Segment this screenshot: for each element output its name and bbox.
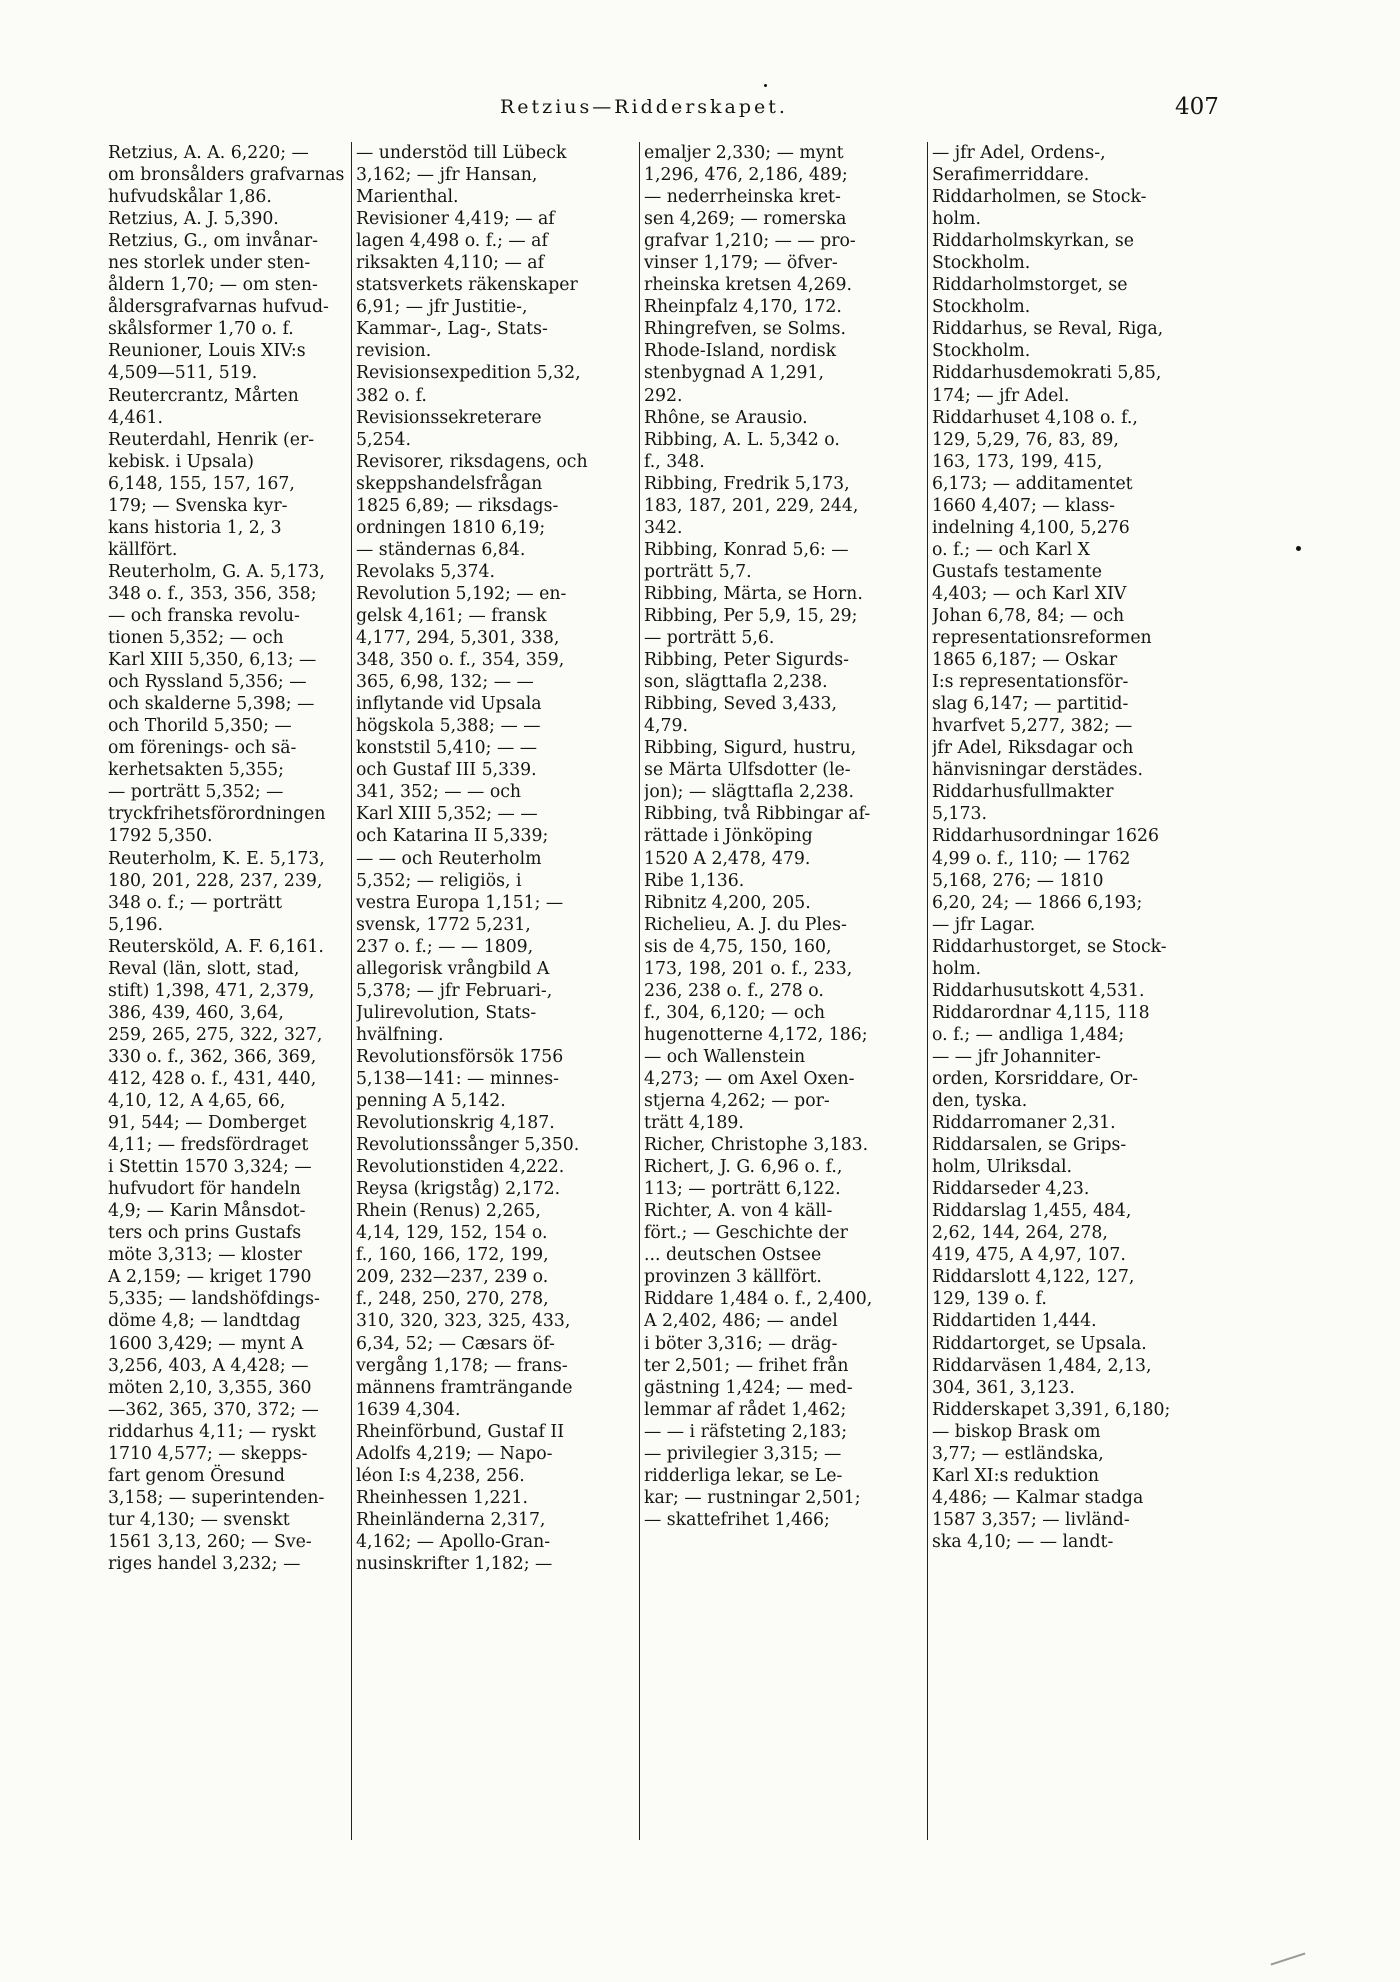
index-line: jfr Adel, Riksdagar och xyxy=(932,738,1134,759)
index-line: 237 o. f.; — — 1809, xyxy=(356,936,534,957)
index-line: Riddarholmstorget, se xyxy=(932,275,1128,296)
index-line: 1792 5,350. xyxy=(108,826,213,847)
index-line: I:s representationsför- xyxy=(932,672,1129,693)
index-line: Gustafs testamente xyxy=(932,561,1103,582)
index-line: hufvudort för handeln xyxy=(108,1179,301,1200)
index-line: — nederrheinska kret- xyxy=(644,187,841,208)
index-line: Revisorer, riksdagens, och xyxy=(356,451,588,472)
index-line: — understöd till Lübeck xyxy=(356,143,567,163)
index-line: Revisioner 4,419; — af xyxy=(356,209,555,230)
index-line: 348 o. f.; — porträtt xyxy=(108,892,283,913)
index-line: 1600 3,429; — mynt A xyxy=(108,1333,304,1354)
index-line: konststil 5,410; — — xyxy=(356,738,538,759)
index-line: grafvar 1,210; — — pro- xyxy=(644,231,856,252)
index-line: Rhode-Island, nordisk xyxy=(644,341,837,362)
index-line: Richelieu, A. J. du Ples- xyxy=(644,914,847,935)
index-line: Reunioner, Louis XIV:s xyxy=(108,341,306,362)
index-line: fört.; — Geschichte der xyxy=(644,1223,848,1244)
index-line: vinser 1,179; — öfver- xyxy=(644,253,838,274)
index-line: 4,11; — fredsfördraget xyxy=(108,1135,309,1156)
index-column-1 xyxy=(108,142,350,1575)
index-line: om förenings- och sä- xyxy=(108,738,297,759)
index-line: 4,99 o. f., 110; — 1762 xyxy=(932,848,1131,869)
index-line: 1561 3,13, 260; — Sve- xyxy=(108,1531,312,1552)
index-line: 4,461. xyxy=(108,407,163,428)
index-line: sis de 4,75, 150, 160, xyxy=(644,936,832,957)
index-line: Reysa (krigståg) 2,172. xyxy=(356,1179,561,1200)
index-line: 1660 4,407; — klass- xyxy=(932,495,1115,516)
index-line: Ribbing, Fredrik 5,173, xyxy=(644,473,850,494)
index-line: 173, 198, 201 o. f., 233, xyxy=(644,958,853,979)
index-line: Serafimerriddare. xyxy=(932,165,1090,186)
index-line: Revolutionstiden 4,222. xyxy=(356,1157,565,1178)
index-line: Ribbing, Märta, se Horn. xyxy=(644,583,863,604)
index-line: 113; — porträtt 6,122. xyxy=(644,1179,841,1200)
index-line: gästning 1,424; — med- xyxy=(644,1377,853,1398)
index-line: — och franska revolu- xyxy=(108,605,300,626)
index-line: holm. xyxy=(932,958,981,979)
corner-mark xyxy=(1271,1952,1306,1965)
index-line: 1710 4,577; — skepps- xyxy=(108,1443,308,1464)
index-line: Rheinländerna 2,317, xyxy=(356,1509,546,1530)
index-line: 5,254. xyxy=(356,429,411,450)
index-line: representationsreformen xyxy=(932,628,1152,649)
index-line: Riddartiden 1,444. xyxy=(932,1311,1097,1332)
index-line: och Katarina II 5,339; xyxy=(356,826,549,847)
index-line: möte 3,313; — kloster xyxy=(108,1245,302,1266)
index-line: — — jfr Johanniter- xyxy=(932,1046,1101,1067)
index-line: Rheinpfalz 4,170, 172. xyxy=(644,297,842,318)
index-line: Riddarslag 1,455, 484, xyxy=(932,1201,1132,1222)
index-line: Johan 6,78, 84; — och xyxy=(932,605,1125,626)
index-line: om bronsålders grafvarnas xyxy=(108,165,345,186)
index-line: möten 2,10, 3,355, 360 xyxy=(108,1377,312,1398)
index-line: o. f.; — andliga 1,484; xyxy=(932,1024,1125,1045)
running-title: Retzius—Ridderskapet. xyxy=(500,96,788,118)
index-line: Ribbing, Seved 3,433, xyxy=(644,694,837,715)
index-line: Revolution 5,192; — en- xyxy=(356,583,567,604)
index-line: 2,62, 144, 264, 278, xyxy=(932,1223,1108,1244)
page-number: 407 xyxy=(1175,94,1219,120)
index-line: statsverkets räkenskaper xyxy=(356,275,578,296)
index-line: 1825 6,89; — riksdags- xyxy=(356,495,559,516)
index-line: — och Wallenstein xyxy=(644,1046,806,1067)
index-line: holm. xyxy=(932,209,981,230)
index-line: Reuterdahl, Henrik (er- xyxy=(108,429,315,450)
index-line: inflytande vid Upsala xyxy=(356,694,542,715)
index-line: riddarhus 4,11; — ryskt xyxy=(108,1421,316,1442)
index-line: kar; — rustningar 2,501; xyxy=(644,1487,861,1508)
page-header xyxy=(0,96,1400,128)
index-line: 1587 3,357; — livländ- xyxy=(932,1509,1130,1530)
index-line: Riddarhusdemokrati 5,85, xyxy=(932,363,1162,384)
index-line: Revolaks 5,374. xyxy=(356,561,496,582)
index-line: 3,256, 403, A 4,428; — xyxy=(108,1355,309,1376)
index-line: döme 4,8; — landtdag xyxy=(108,1311,301,1332)
index-line: den, tyska. xyxy=(932,1091,1028,1112)
index-line: stjerna 4,262; — por- xyxy=(644,1091,830,1112)
index-line: Ribbing, Sigurd, hustru, xyxy=(644,738,857,759)
index-line: 412, 428 o. f., 431, 440, xyxy=(108,1068,317,1089)
index-line: ... deutschen Ostsee xyxy=(644,1245,822,1266)
index-line: skålsformer 1,70 o. f. xyxy=(108,319,294,340)
index-line: — skattefrihet 1,466; xyxy=(644,1509,830,1530)
index-line: 91, 544; — Domberget xyxy=(108,1113,307,1134)
index-line: Riddarhusutskott 4,531. xyxy=(932,980,1145,1001)
index-line: Riddarväsen 1,484, 2,13, xyxy=(932,1355,1152,1376)
index-line: kans historia 1, 2, 3 xyxy=(108,517,282,538)
index-line: Revolutionskrig 4,187. xyxy=(356,1113,555,1134)
index-line: Reval (län, slott, stad, xyxy=(108,958,300,979)
index-line: — — i räfsteting 2,183; xyxy=(644,1421,848,1442)
index-line: rättade i Jönköping xyxy=(644,826,813,847)
index-line: 6,173; — additamentet xyxy=(932,473,1133,494)
index-line: Ribbing, A. L. 5,342 o. xyxy=(644,429,840,450)
index-line: 419, 475, A 4,97, 107. xyxy=(932,1245,1126,1266)
index-line: Riddarseder 4,23. xyxy=(932,1179,1090,1200)
index-line: riges handel 3,232; — xyxy=(108,1554,301,1574)
index-line: — porträtt 5,6. xyxy=(644,628,775,649)
index-line: 183, 187, 201, 229, 244, xyxy=(644,495,859,516)
index-line: Ribbing, Per 5,9, 15, 29; xyxy=(644,605,858,626)
index-line: penning A 5,142. xyxy=(356,1091,506,1112)
index-line: Karl XI:s reduktion xyxy=(932,1465,1099,1486)
index-line: Riddarsalen, se Grips- xyxy=(932,1135,1127,1156)
index-line: kebisk. i Upsala) xyxy=(108,451,255,472)
index-line: — jfr Adel, Ordens-, xyxy=(932,143,1106,163)
index-line: tur 4,130; — svenskt xyxy=(108,1509,290,1530)
index-line: Riddarholmen, se Stock- xyxy=(932,187,1147,208)
index-line: kerhetsakten 5,355; xyxy=(108,760,284,781)
index-line: nusinskrifter 1,182; — xyxy=(356,1554,553,1574)
index-line: Rheinförbund, Gustaf II xyxy=(356,1421,565,1442)
index-line: Rhingrefven, se Solms. xyxy=(644,319,846,340)
index-line: ters och prins Gustafs xyxy=(108,1223,302,1244)
index-line: tryckfrihetsförordningen xyxy=(108,804,326,825)
index-line: 365, 6,98, 132; — — xyxy=(356,672,534,693)
index-line: rheinska kretsen 4,269. xyxy=(644,275,852,296)
index-line: Ridderskapet 3,391, 6,180; xyxy=(932,1399,1171,1420)
index-line: Riddarhustorget, se Stock- xyxy=(932,936,1167,957)
index-line: och Thorild 5,350; — xyxy=(108,716,292,737)
index-line: lemmar af rådet 1,462; xyxy=(644,1399,847,1420)
index-line: Julirevolution, Stats- xyxy=(356,1002,537,1023)
index-line: vestra Europa 1,151; — xyxy=(356,892,564,913)
ink-speck xyxy=(1296,546,1301,551)
index-line: 6,91; — jfr Justitie-, xyxy=(356,297,528,318)
index-line: Reutersköld, A. F. 6,161. xyxy=(108,936,324,957)
index-line: slag 6,147; — partitid- xyxy=(932,694,1129,715)
column-divider xyxy=(351,142,352,1840)
index-line: Rhein (Renus) 2,265, xyxy=(356,1201,541,1222)
index-line: — porträtt 5,352; — xyxy=(108,782,284,803)
index-line: 4,79. xyxy=(644,716,688,737)
index-line: 180, 201, 228, 237, 239, xyxy=(108,870,323,891)
index-column-3 xyxy=(644,142,926,1531)
index-line: 5,168, 276; — 1810 xyxy=(932,870,1104,891)
index-line: — biskop Brask om xyxy=(932,1421,1101,1442)
index-line: 304, 361, 3,123. xyxy=(932,1377,1075,1398)
index-line: léon I:s 4,238, 256. xyxy=(356,1465,525,1486)
index-line: —362, 365, 370, 372; — xyxy=(108,1399,319,1420)
index-line: Reuterholm, G. A. 5,173, xyxy=(108,561,325,582)
index-line: 4,403; — och Karl XIV xyxy=(932,583,1127,604)
index-line: vergång 1,178; — frans- xyxy=(356,1355,568,1376)
index-line: f., 304, 6,120; — och xyxy=(644,1002,826,1023)
index-line: Richer, Christophe 3,183. xyxy=(644,1135,869,1156)
index-line: 209, 232—237, 239 o. xyxy=(356,1267,549,1288)
index-column-4 xyxy=(932,142,1227,1553)
index-line: ter 2,501; — frihet från xyxy=(644,1355,849,1376)
index-line: A 2,402, 486; — andel xyxy=(644,1311,838,1332)
index-line: Riddarhusordningar 1626 xyxy=(932,826,1159,847)
ink-speck xyxy=(764,84,767,87)
index-line: åldern 1,70; — om sten- xyxy=(108,275,318,296)
index-line: holm, Ulriksdal. xyxy=(932,1157,1073,1178)
index-line: 4,14, 129, 152, 154 o. xyxy=(356,1223,548,1244)
index-line: 5,196. xyxy=(108,914,163,935)
index-line: jon); — slägttafla 2,238. xyxy=(644,782,854,803)
index-line: Richert, J. G. 6,96 o. f., xyxy=(644,1157,843,1178)
column-divider xyxy=(927,142,928,1840)
index-line: Riddarholmskyrkan, se xyxy=(932,231,1135,252)
index-line: provinzen 3 källfört. xyxy=(644,1267,822,1288)
index-line: Revolutionssånger 5,350. xyxy=(356,1135,580,1156)
index-line: 4,486; — Kalmar stadga xyxy=(932,1487,1144,1508)
index-line: 5,138—141: — minnes- xyxy=(356,1068,559,1089)
index-line: 3,158; — superintenden- xyxy=(108,1487,325,1508)
index-line: och Ryssland 5,356; — xyxy=(108,672,307,693)
index-line: o. f.; — och Karl X xyxy=(932,539,1090,560)
index-line: Riddartorget, se Upsala. xyxy=(932,1333,1147,1354)
index-line: Riddarromaner 2,31. xyxy=(932,1113,1116,1134)
index-line: 1639 4,304. xyxy=(356,1399,461,1420)
index-line: åldersgrafvarnas hufvud- xyxy=(108,297,329,318)
index-line: Rheinhessen 1,221. xyxy=(356,1487,528,1508)
index-line: 5,335; — landshöfdings- xyxy=(108,1289,320,1310)
index-line: f., 348. xyxy=(644,451,705,472)
index-column-2 xyxy=(356,142,636,1575)
index-line: 5,352; — religiös, i xyxy=(356,870,522,891)
index-line: 330 o. f., 362, 366, 369, xyxy=(108,1046,317,1067)
index-line: 1520 A 2,478, 479. xyxy=(644,848,811,869)
index-line: trätt 4,189. xyxy=(644,1113,744,1134)
index-line: männens framträngande xyxy=(356,1377,573,1398)
index-line: porträtt 5,7. xyxy=(644,561,752,582)
index-line: Adolfs 4,219; — Napo- xyxy=(356,1443,553,1464)
index-line: 310, 320, 323, 325, 433, xyxy=(356,1311,571,1332)
index-line: 386, 439, 460, 3,64, xyxy=(108,1002,284,1023)
index-line: 4,273; — om Axel Oxen- xyxy=(644,1068,855,1089)
index-line: 382 o. f. xyxy=(356,385,427,406)
index-line: Stockholm. xyxy=(932,341,1031,362)
index-line: skeppshandelsfrågan xyxy=(356,473,543,494)
index-line: Revisionssekreterare xyxy=(356,407,542,428)
index-line: svensk, 1772 5,231, xyxy=(356,914,531,935)
index-line: Riddarhus, se Reval, Riga, xyxy=(932,319,1164,340)
index-line: riksakten 4,110; — af xyxy=(356,253,544,274)
index-line: emaljer 2,330; — mynt xyxy=(644,143,844,163)
index-line: — — och Reuterholm xyxy=(356,848,542,869)
index-line: — privilegier 3,315; — xyxy=(644,1443,842,1464)
index-line: Ribbing, två Ribbingar af- xyxy=(644,804,871,825)
index-line: fart genom Öresund xyxy=(108,1465,285,1486)
index-line: Riddarhusfullmakter xyxy=(932,782,1114,803)
index-line: Karl XIII 5,352; — — xyxy=(356,804,538,825)
index-line: hänvisningar derstädes. xyxy=(932,760,1143,781)
index-line: 1,296, 476, 2,186, 489; xyxy=(644,165,848,186)
index-line: stift) 1,398, 471, 2,379, xyxy=(108,980,315,1001)
index-line: och Gustaf III 5,339. xyxy=(356,760,537,781)
index-line: indelning 4,100, 5,276 xyxy=(932,517,1130,538)
index-line: 163, 173, 199, 415, xyxy=(932,451,1103,472)
index-line: 5,173. xyxy=(932,804,987,825)
index-line: Riddarordnar 4,115, 118 xyxy=(932,1002,1150,1023)
index-line: nes storlek under sten- xyxy=(108,253,311,274)
index-line: 1865 6,187; — Oskar xyxy=(932,650,1118,671)
index-line: ridderliga lekar, se Le- xyxy=(644,1465,843,1486)
index-line: Riddarslott 4,122, 127, xyxy=(932,1267,1135,1288)
index-line: Ribbing, Peter Sigurds- xyxy=(644,650,849,671)
index-line: Ribe 1,136. xyxy=(644,870,745,891)
index-line: hvarfvet 5,277, 382; — xyxy=(932,716,1133,737)
index-line: 5,378; — jfr Februari-, xyxy=(356,980,553,1001)
index-line: f., 248, 250, 270, 278, xyxy=(356,1289,549,1310)
index-line: 6,20, 24; — 1866 6,193; xyxy=(932,892,1143,913)
index-line: allegorisk vrångbild A xyxy=(356,958,550,979)
index-line: 4,177, 294, 5,301, 338, xyxy=(356,628,560,649)
index-line: hufvudskålar 1,86. xyxy=(108,187,272,208)
index-line: Reutercrantz, Mårten xyxy=(108,385,299,406)
index-line: 292. xyxy=(644,385,683,406)
index-line: Stockholm. xyxy=(932,297,1031,318)
index-line: orden, Korsriddare, Or- xyxy=(932,1068,1139,1089)
index-line: 259, 265, 275, 322, 327, xyxy=(108,1024,323,1045)
index-line: hugenotterne 4,172, 186; xyxy=(644,1024,868,1045)
index-line: Marienthal. xyxy=(356,187,459,208)
index-line: tionen 5,352; — och xyxy=(108,628,284,649)
index-line: Retzius, A. A. 6,220; — xyxy=(108,143,309,163)
index-line: A 2,159; — kriget 1790 xyxy=(108,1267,312,1288)
index-line: ska 4,10; — — landt- xyxy=(932,1531,1114,1552)
index-line: 348 o. f., 353, 356, 358; xyxy=(108,583,317,604)
index-line: hvälfning. xyxy=(356,1024,444,1045)
index-line: 4,162; — Apollo-Gran- xyxy=(356,1531,551,1552)
index-line: se Märta Ulfsdotter (le- xyxy=(644,760,851,781)
index-line: 129, 5,29, 76, 83, 89, xyxy=(932,429,1119,450)
index-line: Revisionsexpedition 5,32, xyxy=(356,363,581,384)
index-line: i böter 3,316; — dräg- xyxy=(644,1333,838,1354)
index-line: — jfr Lagar. xyxy=(932,914,1036,935)
index-line: lagen 4,498 o. f.; — af xyxy=(356,231,548,252)
index-line: Stockholm. xyxy=(932,253,1031,274)
index-line: 341, 352; — — och xyxy=(356,782,522,803)
index-line: ordningen 1810 6,19; xyxy=(356,517,546,538)
index-line: 342. xyxy=(644,517,683,538)
index-line: Ribbing, Konrad 5,6: — xyxy=(644,539,849,560)
index-line: 129, 139 o. f. xyxy=(932,1289,1047,1310)
column-divider xyxy=(639,142,640,1840)
index-line: Kammar-, Lag-, Stats- xyxy=(356,319,548,340)
index-line: 179; — Svenska kyr- xyxy=(108,495,288,516)
index-line: Reuterholm, K. E. 5,173, xyxy=(108,848,325,869)
index-line: revision. xyxy=(356,341,432,362)
index-line: Retzius, G., om invånar- xyxy=(108,231,319,252)
index-line: son, slägttafla 2,238. xyxy=(644,672,828,693)
index-line: stenbygnad A 1,291, xyxy=(644,363,824,384)
index-line: gelsk 4,161; — fransk xyxy=(356,605,547,626)
index-line: 236, 238 o. f., 278 o. xyxy=(644,980,824,1001)
index-line: 6,34, 52; — Cæsars öf- xyxy=(356,1333,555,1354)
index-line: Rhône, se Arausio. xyxy=(644,407,808,428)
index-line: 348, 350 o. f., 354, 359, xyxy=(356,650,565,671)
index-line: 4,10, 12, A 4,65, 66, xyxy=(108,1091,286,1112)
index-line: Richter, A. von 4 käll- xyxy=(644,1201,833,1222)
index-line: och skalderne 5,398; — xyxy=(108,694,315,715)
index-line: sen 4,269; — romerska xyxy=(644,209,847,230)
index-line: 4,9; — Karin Månsdot- xyxy=(108,1201,306,1222)
index-line: Ribnitz 4,200, 205. xyxy=(644,892,811,913)
index-line: 4,509—511, 519. xyxy=(108,363,258,384)
index-line: i Stettin 1570 3,324; — xyxy=(108,1157,312,1178)
index-line: källfört. xyxy=(108,539,178,560)
index-line: 174; — jfr Adel. xyxy=(932,385,1070,406)
index-line: Riddarhuset 4,108 o. f., xyxy=(932,407,1138,428)
index-line: — ständernas 6,84. xyxy=(356,539,526,560)
index-line: Karl XIII 5,350, 6,13; — xyxy=(108,650,317,671)
index-line: Revolutionsförsök 1756 xyxy=(356,1046,564,1067)
index-line: 3,162; — jfr Hansan, xyxy=(356,165,538,186)
index-line: Retzius, A. J. 5,390. xyxy=(108,209,279,230)
index-line: Riddare 1,484 o. f., 2,400, xyxy=(644,1289,873,1310)
index-line: högskola 5,388; — — xyxy=(356,716,541,737)
index-line: 3,77; — estländska, xyxy=(932,1443,1104,1464)
index-line: f., 160, 166, 172, 199, xyxy=(356,1245,549,1266)
index-line: 6,148, 155, 157, 167, xyxy=(108,473,295,494)
